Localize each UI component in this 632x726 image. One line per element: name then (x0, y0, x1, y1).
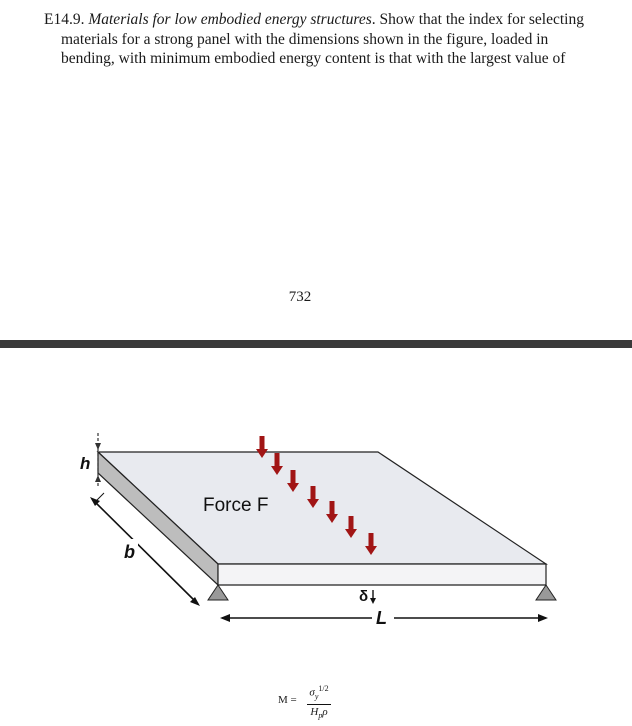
h-arrow-top (95, 443, 101, 450)
exercise-body: . Show that the index for selecting materials for a strong panel with the dimensions shown in the figure, loaded in bending, with minimum embodied energy content is that with the largest value of (61, 11, 584, 67)
panel-top-face (98, 452, 546, 564)
formula-rho: ρ (322, 705, 328, 718)
thickness-label: h (80, 454, 91, 473)
l-arrow-left (220, 614, 230, 622)
formula-sigma: σ (309, 686, 315, 699)
exercise-title: Materials for low embodied energy structures (88, 11, 372, 28)
material-index-formula (268, 680, 388, 720)
exercise-text (44, 10, 601, 69)
formula-sigma-sub: y (314, 691, 319, 701)
right-support (536, 585, 556, 600)
panel-diagram (0, 348, 632, 668)
l-arrow-right (538, 614, 548, 622)
formula-fraction (306, 682, 332, 723)
deflection-arrow-head (370, 598, 376, 604)
page-top (0, 0, 632, 340)
panel-front-edge (218, 564, 546, 585)
page-divider (0, 340, 632, 348)
exercise-number: E14.9. (44, 11, 85, 28)
formula-lhs: M = (278, 694, 297, 706)
formula-numerator (306, 682, 332, 704)
b-extension-line (96, 493, 104, 501)
panel-figure (0, 348, 632, 668)
left-support (208, 585, 228, 600)
force-label: Force F (203, 495, 269, 516)
width-label: b (124, 542, 135, 562)
deflection-label: δ (359, 588, 369, 605)
formula-denominator (306, 705, 332, 723)
formula-h-sub: p (318, 711, 323, 721)
length-label: L (376, 608, 387, 628)
formula-exponent: 1/2 (318, 684, 329, 693)
formula-h: H (310, 705, 319, 718)
h-arrow-bottom (95, 475, 101, 482)
page-number: 732 (288, 289, 312, 305)
